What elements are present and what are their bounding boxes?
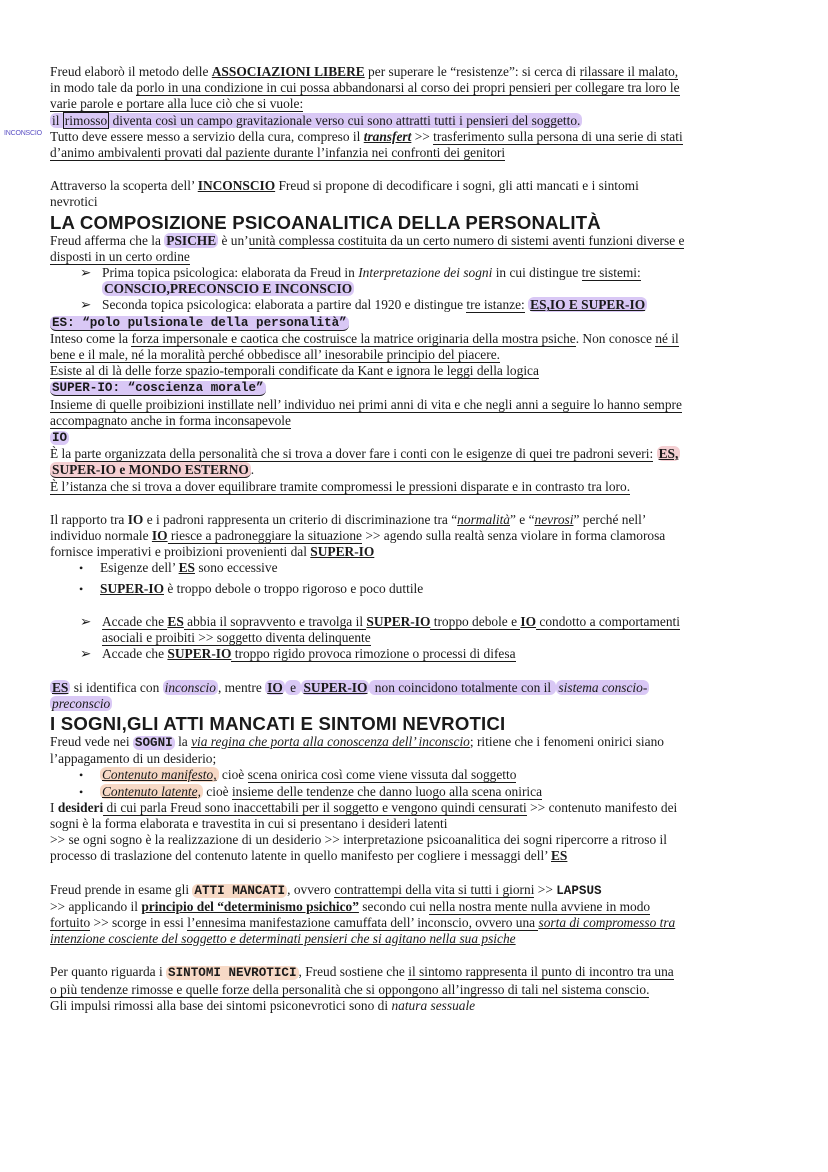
paragraph-es: Inteso come la forza impersonale e caotica che costruisce la matrice originaria della mostra psiche. Non conosce né il bene e il male, né la moralità perché obbedisce all’ inesorabile principio del piacere. Esiste al di là delle forze spazio-temporali condificate da Kant e ignora le leggi della logica [50,330,679,379]
section-title-super-io: SUPER-IO: “coscienza morale” [52,381,264,396]
bullet-icon: • [79,768,84,783]
paragraph-io: È la parte organizzata della personalità che si trova a dover fare i conti con le esigenze di quei tre padroni severi: ES, SUPER-IO e MONDO ESTERNO . È l’istanza che si trova a dover equilibrare tramite compromessi le pressioni disparate e in contrasto tra loro. [50,446,679,494]
section-title-es: ES: “polo pulsionale della personalità” [52,315,347,330]
bullet-icon: • [79,581,84,596]
list-item-contenuto-manifesto: • Contenuto manifesto, cioè scena onirica così come viene vissuta dal soggetto [79,767,517,783]
list-item-esigenze-es: • Esigenze dell’ ES sono eccessive [79,560,278,576]
boxed-word-rimosso: rimosso [64,112,108,128]
paragraph-rimosso: il rimosso diventa così un campo gravitazionale verso cui sono attratti tutti i pensieri del soggetto. [52,112,581,128]
paragraph-sintomi-nevrotici: Per quanto riguarda i SINTOMI NEVROTICI , Freud sostiene che il sintomo rappresenta il punto di incontro tra una o più tendenze rimosse e quelle forze della personalità che si oppongono all’ingresso di tali nel sistema conscio. Gli impulsi rimossi alla base dei sintomi psiconevrotici sono di natura sessuale [50,964,674,1013]
list-contenuti [50,767,776,799]
arrow-bullet-icon: ➢ [80,613,92,629]
section-title-io: IO [52,431,68,446]
bullet-icon: • [79,561,84,576]
paragraph-es-inconscio: ES si identifica con inconscio , mentre IO e SUPER-IO non coincidono totalmente con il sistema conscio- preconscio [52,679,648,711]
paragraph-psiche: Freud afferma che la PSICHE è un’unità complessa costituita da un certo numero di sistemi aventi funzioni diverse e disposti in un certo ordine [50,232,685,264]
list-item-prima-topica: ➢ Prima topica psicologica: elaborata da Freud in Interpretazione dei sogni in cui distingue tre sistemi: CONSCIO,PRECONSCIO E INCONSCIO [80,265,641,297]
heading-composizione-personalita: LA COMPOSIZIONE PSICOANALITICA DELLA PERSONALITÀ [50,211,601,233]
paragraph-atti-mancati: Freud prende in esame gli ATTI MANCATI , ovvero contrattempi della vita si tutti i giorni >> LAPSUS >> applicando il principio del “determinismo psichico” secondo cui nella nostra mente nulla avviene in modo fortuito >> scorge in essi l’ennesima manifestazione camuffata dell’ inconscio, ovvero una sorta di compromesso tra intenzione cosciente del soggetto e determinati pensieri che si agitano nella sua psiche [50,881,676,947]
paragraph-sogni: Freud vede nei SOGNI la via regina che porta alla conoscenza dell’ inconscio; ritiene che i fenomeni onirici siano l’appagamento di un desiderio; [50,733,664,767]
heading-sogni-atti-mancati: I SOGNI,GLI ATTI MANCATI E SINTOMI NEVROTICI [50,712,506,734]
arrow-bullet-icon: ➢ [80,297,92,313]
arrow-bullet-icon: ➢ [80,265,92,281]
paragraph-inconscio: Attraverso la scoperta dell’ INCONSCIO Freud si propone di decodificare i sogni, gli atti mancati e i sintomi nevrotici [50,178,639,210]
paragraph-desideri: I desideri di cui parla Freud sono inaccettabili per il soggetto e vengono quindi censurati >> contenuto manifesto dei sogni è la forma elaborata e travestita in cui si presentano i desideri latenti >> se ogni sogno è la realizzazione di un desiderio >> interpretazione psicoanalitica dei sogni ripercorre a ritroso il processo di traslazione del contenuto latente in quello manifesto per cogliere i messaggi dell’ ES [50,799,678,864]
list-item-seconda-topica: ➢ Seconda topica psicologica: elaborata a partire dal 1920 e distingue tre istanze: ES,IO E SUPER-IO [80,297,646,313]
list-item-contenuto-latente: • Contenuto latente, cioè insieme delle tendenze che danno luogo alla scena onirica [79,783,543,799]
list-item-rimozione: ➢ Accade che SUPER-IO troppo rigido provoca rimozione o processi di difesa [80,646,516,662]
paragraph-super-io: Insieme di quelle proibizioni instillate nell’ individuo nei primi anni di vita e che negli anni a seguire lo hanno sempre accompagnato anche in forma inconsapevole [50,396,682,428]
list-conseguenze [50,614,776,663]
list-cause-nevrosi [50,560,776,596]
margin-note-inconscio: INCONSCIO [4,130,42,137]
list-item-delinquente: ➢ Accade che ES abbia il sopravvento e travolga il SUPER-IO troppo debole e IO condotto a comportamenti asociali e proibiti >> soggetto diventa delinquente [80,613,680,646]
paragraph-associazioni-libere: Freud elaborò il metodo delle ASSOCIAZIONI LIBERE per superare le “resistenze”: si cerca di rilassare il malato, in modo tale da porlo in una condizione in cui possa abbandonarsi al corso dei propri pensieri per collegare tra loro le varie parole e portare alla luce ciò che si vuole: [50,64,680,112]
paragraph-transfert: Tutto deve essere messo a servizio della cura, compreso il transfert >> trasferimento sulla persona di una serie di stati d’animo ambivalenti provati dal paziente durante l’infanzia nei confronti dei genitori [50,128,683,161]
bullet-icon: • [79,784,84,799]
arrow-bullet-icon: ➢ [80,646,92,662]
paragraph-normalita-nevrosi: Il rapporto tra IO e i padroni rappresenta un criterio di discriminazione tra “normalità” e “nevrosi” perché nell’ individuo normale IO riesce a padroneggiare la situazione >> agendo sulla realtà senza violare in forma clamorosa fornisce imperativi e proibizioni provenienti dal SUPER-IO [50,511,666,560]
list-topiche [50,265,776,314]
list-item-super-io-debole: • SUPER-IO è troppo debole o troppo rigoroso e poco duttile [79,580,424,596]
